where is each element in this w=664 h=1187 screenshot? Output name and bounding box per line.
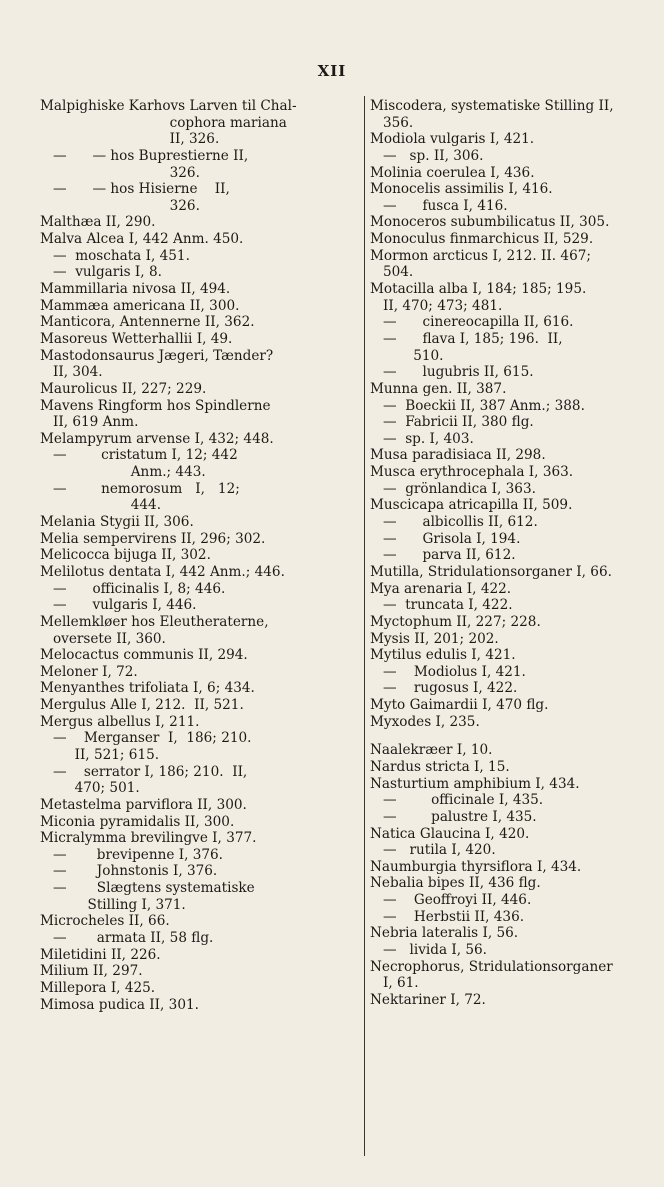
index-entry: — vulgaris I, 446. <box>40 597 197 614</box>
index-entry: — rutila I, 420. <box>370 842 496 859</box>
index-entry: Melocactus communis II, 294. <box>40 647 248 664</box>
index-entry: Musa paradisiaca II, 298. <box>370 447 546 464</box>
index-entry: Mavens Ringform hos Spindlerne <box>40 397 271 414</box>
index-entry: 326. <box>40 164 200 181</box>
index-entry: — Boeckii II, 387 Anm.; 388. <box>370 397 585 414</box>
index-entry: Malpighiske Karhovs Larven til Chal- <box>40 98 297 114</box>
index-entry: — Johnstonis I, 376. <box>40 863 218 880</box>
index-entry: Maurolicus II, 227; 229. <box>40 380 207 397</box>
index-entry: Millepora I, 425. <box>40 979 156 996</box>
index-entry: Mutilla, Stridulationsorganer I, 66. <box>370 563 612 580</box>
index-entry: Nebalia bipes II, 436 flg. <box>370 875 541 892</box>
index-entry: Myctophum II, 227; 228. <box>370 613 541 630</box>
index-entry: Molinia coerulea I, 436. <box>370 164 535 181</box>
index-entry: II, 619 Anm. <box>40 414 139 431</box>
index-entry: 326. <box>40 197 200 214</box>
index-entry: Manticora, Antennerne II, 362. <box>40 314 255 331</box>
index-entry: — brevipenne I, 376. <box>40 846 223 863</box>
index-entry: Melania Stygii II, 306. <box>40 514 194 531</box>
index-entry: Meloner I, 72. <box>40 663 138 680</box>
index-entry: — albicollis II, 612. <box>370 514 538 531</box>
index-entry: Nebria lateralis I, 56. <box>370 925 519 942</box>
index-entry: Stilling I, 371. <box>40 896 186 913</box>
index-entry: Miconia pyramidalis II, 300. <box>40 813 235 830</box>
index-entry: — moschata I, 451. <box>40 247 190 264</box>
index-entry: — armata II, 58 flg. <box>40 930 214 947</box>
index-entry: — rugosus I, 422. <box>370 680 518 697</box>
index-entry: I, 61. <box>370 975 419 992</box>
index-entry: Mysis II, 201; 202. <box>370 630 499 647</box>
index-entry: Munna gen. II, 387. <box>370 380 507 397</box>
index-entry: Melampyrum arvense I, 432; 448. <box>40 430 274 447</box>
index-entry: — officinalis I, 8; 446. <box>40 580 226 597</box>
index-entry: Nardus stricta I, 15. <box>370 758 510 775</box>
index-entry: Microcheles II, 66. <box>40 913 170 930</box>
index-entry: oversete II, 360. <box>40 630 166 647</box>
index-entry: Monoculus finmarchicus II, 529. <box>370 231 594 248</box>
index-entry: Modiola vulgaris I, 421. <box>370 131 535 148</box>
index-entry: II, 521; 615. <box>40 746 160 763</box>
index-entry: Myxodes I, 235. <box>370 713 480 730</box>
index-entry: Menyanthes trifoliata I, 6; 434. <box>40 680 255 697</box>
index-entry: Malthæa II, 290. <box>40 214 156 231</box>
index-entry: — — hos Hisierne II, <box>40 181 230 198</box>
index-entry: — sp. I, 403. <box>370 430 474 447</box>
index-entry: Mastodonsaurus Jægeri, Tænder? <box>40 347 274 364</box>
index-entry: Mellemkløer hos Eleutheraterne, <box>40 613 269 630</box>
column-divider <box>364 96 365 1156</box>
index-entry: 470; 501. <box>40 780 140 797</box>
index-entry: Motacilla alba I, 184; 185; 195. <box>370 281 587 298</box>
index-entry: Miscodera, systematiske Stilling II, <box>370 98 614 114</box>
index-column-left <box>40 98 360 1013</box>
index-entry: Anm.; 443. <box>40 464 206 481</box>
index-entry: Mammæa americana II, 300. <box>40 297 240 314</box>
index-entry: Naalekræer I, 10. <box>370 742 493 759</box>
index-entry: Melilotus dentata I, 442 Anm.; 446. <box>40 563 285 580</box>
index-entry: — Slægtens systematiske <box>40 880 255 897</box>
index-entry: — Geoffroyi II, 446. <box>370 892 532 909</box>
index-entry: — parva II, 612. <box>370 547 516 564</box>
page-number: XII <box>317 62 347 80</box>
index-entry: — sp. II, 306. <box>370 147 484 164</box>
index-entry: 504. <box>370 264 414 281</box>
index-entry: — Fabricii II, 380 flg. <box>370 414 534 431</box>
index-entry: Mammillaria nivosa II, 494. <box>40 281 231 298</box>
index-entry: Micralymma brevilingve I, 377. <box>40 830 257 847</box>
index-entry: Naumburgia thyrsiflora I, 434. <box>370 858 582 875</box>
index-entry: — serrator I, 186; 210. II, <box>40 763 248 780</box>
index-entry: Natica Glaucina I, 420. <box>370 825 530 842</box>
index-entry: — Modiolus I, 421. <box>370 663 526 680</box>
index-entry: Necrophorus, Stridulationsorganer <box>370 958 613 975</box>
index-entry: — fusca I, 416. <box>370 197 508 214</box>
index-entry: Mergulus Alle I, 212. II, 521. <box>40 697 244 714</box>
index-entry: Miletidini II, 226. <box>40 946 161 963</box>
index-entry: Mya arenaria I, 422. <box>370 580 512 597</box>
index-entry: — livida I, 56. <box>370 942 488 959</box>
index-entry: Nektariner I, 72. <box>370 991 486 1008</box>
index-entry: Mimosa pudica II, 301. <box>40 996 199 1013</box>
index-entry: — palustre I, 435. <box>370 808 537 825</box>
index-entry: Mormon arcticus I, 212. II. 467; <box>370 247 591 264</box>
index-entry: II, 326. <box>40 131 220 148</box>
index-entry: 510. <box>370 347 444 364</box>
index-entry: II, 470; 473; 481. <box>370 297 503 314</box>
index-entry: — vulgaris I, 8. <box>40 264 162 281</box>
index-entry: — Merganser I, 186; 210. <box>40 730 252 747</box>
index-entry: Nasturtium amphibium I, 434. <box>370 775 580 792</box>
index-entry: — flava I, 185; 196. II, <box>370 330 563 347</box>
index-entry: — nemorosum I, 12; <box>40 480 240 497</box>
index-entry: II, 304. <box>40 364 103 381</box>
index-entry: — — hos Buprestierne II, <box>40 147 249 164</box>
index-entry: 356. <box>370 114 414 131</box>
index-entry: — truncata I, 422. <box>370 597 513 614</box>
index-entry: — cristatum I, 12; 442 <box>40 447 238 464</box>
index-entry: 444. <box>40 497 162 514</box>
index-entry: cophora mariana <box>40 114 287 131</box>
index-entry: Monoceros subumbilicatus II, 305. <box>370 214 610 231</box>
index-entry: Malva Alcea I, 442 Anm. 450. <box>40 231 244 248</box>
index-entry: Monocelis assimilis I, 416. <box>370 181 553 198</box>
index-entry: Muscicapa atricapilla II, 509. <box>370 497 573 514</box>
index-entry: Melicocca bijuga II, 302. <box>40 547 211 564</box>
index-entry: Melia sempervirens II, 296; 302. <box>40 530 266 547</box>
index-entry: — lugubris II, 615. <box>370 364 534 381</box>
index-entry: Myto Gaimardii I, 470 flg. <box>370 697 549 714</box>
index-column-right <box>370 98 642 1009</box>
section-gap <box>370 730 642 742</box>
index-entry: — cinereocapilla II, 616. <box>370 314 574 331</box>
index-entry: — officinale I, 435. <box>370 792 544 809</box>
index-entry: Musca erythrocephala I, 363. <box>370 464 574 481</box>
index-entry: — Grisola I, 194. <box>370 530 521 547</box>
index-entry: Masoreus Wetterhallii I, 49. <box>40 330 233 347</box>
index-entry: — Herbstii II, 436. <box>370 908 525 925</box>
index-entry: Mergus albellus I, 211. <box>40 713 200 730</box>
index-entry: — grönlandica I, 363. <box>370 480 536 497</box>
index-entry: Metastelma parviflora II, 300. <box>40 796 247 813</box>
index-entry: Mytilus edulis I, 421. <box>370 647 516 664</box>
index-entry: Milium II, 297. <box>40 963 143 980</box>
